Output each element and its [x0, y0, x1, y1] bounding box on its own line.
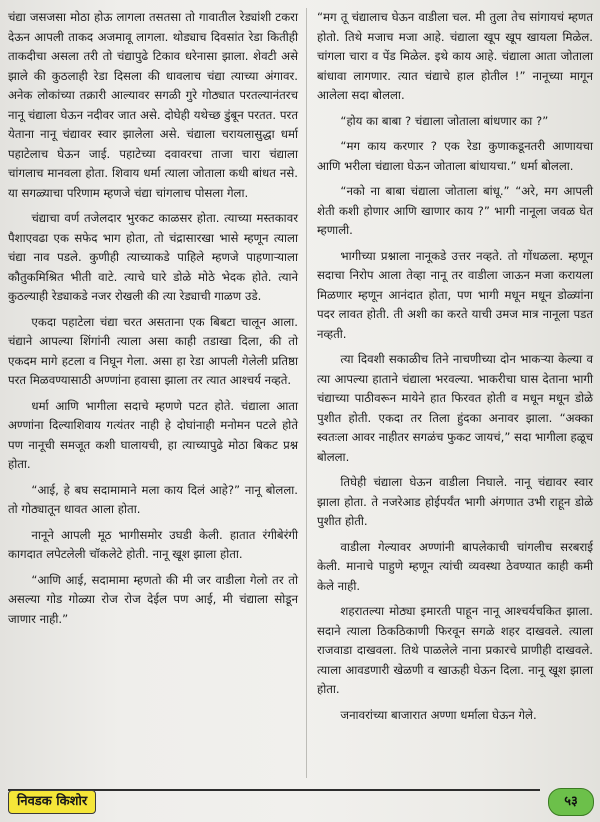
series-title-badge: निवडक किशोर [8, 790, 96, 814]
left-column [8, 8, 298, 629]
paragraph: नानूने आपली मूठ भागीसमोर उघडी केली. हातात रंगीबेरंगी कागदात लपेटलेली चॉकलेटे होती. नानू खूश झाला होता. [8, 527, 298, 561]
paragraph: “मग काय करणार ? एक रेडा कुणाकडूनतरी आणायचा आणि भरीला चंद्याला घेऊन जोताला बांधायचा.” धर्मा बोलला. [317, 139, 593, 173]
paragraph: चंद्याचा वर्ण तजेलदार भुरकट काळसर होता. त्याच्या मस्तकावर पैशाएवढा एक सफेद भाग होता, तो चंद्रासारखा भासे म्हणून त्याला चंद्या नाव पडले. कुणीही त्याच्याकडे पाहिले म्हणजे पाहणाऱ्याला कौतुकमिश्रित भीती वाटे. त्याचे घारे डोळे मोठे भेदक होते. त्याने कुठल्याही रेड्याकडे नजर रोखली की त्या रेड्याची गाळण उडे. [8, 211, 298, 303]
paragraph: जनावरांच्या बाजारात अण्णा धर्माला घेऊन गेले. [340, 707, 537, 722]
paragraph: एकदा पहाटेला चंद्या चरत असताना एक बिबटा चालून आला. चंद्याने आपल्या शिंगांनी त्याला असा काही तडाखा दिला, की तो एकदम मागे हटला व निघून गेला. असा हा रेडा आपली गेलेली प्रतिष्ठा परत मिळवण्यासाठी अण्णांना हवासा झाला तर त्यात आश्चर्य नव्हते. [8, 314, 298, 387]
paragraph: तिघेही चंद्याला घेऊन वाडीला निघाले. नानू चंद्यावर स्वार झाला होता. ते नजरेआड होईपर्यंत भागी अंगणात उभी राहून डोळे पुशीत होती. [317, 475, 593, 528]
paragraph: “आई, हे बघ सदामामाने मला काय दिलं आहे?” नानू बोलला. तो गोठ्यातून धावत आला होता. [8, 482, 298, 516]
page-number-badge: ५३ [548, 788, 594, 816]
column-divider [306, 8, 307, 778]
paragraph: “नको ना बाबा चंद्याला जोताला बांधू.” “अरे, मग आपली शेती कशी होणार आणि खाणार काय ?” भागी नानूला जवळ घेत म्हणाली. [317, 184, 593, 237]
paragraph: शहरातल्या मोठ्या इमारती पाहून नानू आश्चर्यचकित झाला. सदाने त्याला ठिकठिकाणी फिरवून सगळे शहर दाखवले. त्याला राजवाडा दाखवला. तिथे पाळलेले नाना प्रकारचे प्राणीही दाखवले. त्याला आवडणारी खेळणी व खाऊही घेऊन दिला. नानू खूश झाला होता. [317, 604, 593, 696]
paragraph: “मग तू चंद्यालाच घेऊन वाडीला चल. मी तुला तेच सांगायचं म्हणत होतो. तिथे मजाच मजा आहे. चंद्याला खूप खूप खायला मिळेल. चांगला चारा व पेंड मिळेल. इथे काय आहे. चंद्याला आता जोताला बांधावा लागणार. त्यात चंद्याचे हाल होतील !” नानूच्या मागून आलेला सदा बोलला. [317, 10, 593, 102]
paragraph: “आणि आई, सदामामा म्हणतो की मी जर वाडीला गेलो तर तो असल्या गोड गोळ्या रोज रोज देईल पण आई, मी चंद्याला सोडून जाणार नाही.” [8, 572, 298, 626]
paragraph: धर्मा आणि भागीला सदाचे म्हणणे पटत होते. चंद्याला आता अण्णांना दिल्याशिवाय गत्यंतर नाही हे दोघांनाही मनोमन पटले होते पण नानूची समजूत कशी घालायची, हा त्याच्यापुढे मोठा बिकट प्रश्न होता. [8, 398, 298, 471]
paragraph: भागीच्या प्रश्नाला नानूकडे उत्तर नव्हते. तो गोंधळला. म्हणून सदाचा निरोप आला तेव्हा नानू तर वाडीला जाऊन मजा करायला मिळणार म्हणून आनंदात होता, पण भागी मधून मधून डोळ्यांना पदर लावत होती. ती अशी का करते याची उमज मात्र नानूला पडत नव्हती. [317, 248, 593, 341]
right-column [317, 8, 593, 725]
paragraph: त्या दिवशी सकाळीच तिने नाचणीच्या दोन भाकऱ्या केल्या व त्या आपल्या हाताने चंद्याला भरवल्या. भाकरीचा घास देताना भागी चंद्याच्या पाठीवरून मायेने हात फिरवत होती व मधून मधून डोळे पुशीत होती. एकदा तर तिला हुंदका अनावर झाला. “अक्का स्वतःला आवर नाहीतर सगळंच फुकट जायचं,” सदा भागीला हळूच बोलला. [317, 352, 593, 464]
paragraph: वाडीला गेल्यावर अण्णांनी बापलेकाची चांगलीच सरबराई केली. मानाचे पाहुणे म्हणून त्यांची व्यवस्था ठेवण्यात काही कमी केले नाही. [317, 539, 593, 593]
paragraph: “होय का बाबा ? चंद्याला जोताला बांधणार का ?” [340, 113, 549, 128]
paragraph: चंद्या जसजसा मोठा होऊ लागला तसतसा तो गावातील रेड्यांशी टकरा देऊन आपली ताकद अजमावू लागला. थोड्याच दिवसांत रेडा कितीही ताकदीचा असला तरी तो चंद्यापुढे टिकाव धरेनासा झाला. शेवटी असे झाले की कुठलाही रेडा दिसला की धावलाच चंद्या त्याच्या अंगावर. अनेक लोकांच्या तक्रारी आल्यावर सगळी गुरे गोठ्यात परतल्यानंतरच नानू चंद्याला घेऊन नदीवर जात असे. दोघेही यथेच्छ डुंबून परतत. परत येताना नानू चंद्यावर स्वार झालेला असे. चंद्याला चरायलासुद्धा धर्मा पहाटेलाच घेऊन जाई. पहाटेच्या दवावरचा ताजा चारा चंद्याला चांगलाच मानवला होता. शिवाय धर्मा त्याला जोताला कधी बांधत नसे. या सगळ्याचा परिणाम म्हणजे चंद्या चांगलाच पोसला गेला. [8, 10, 298, 200]
